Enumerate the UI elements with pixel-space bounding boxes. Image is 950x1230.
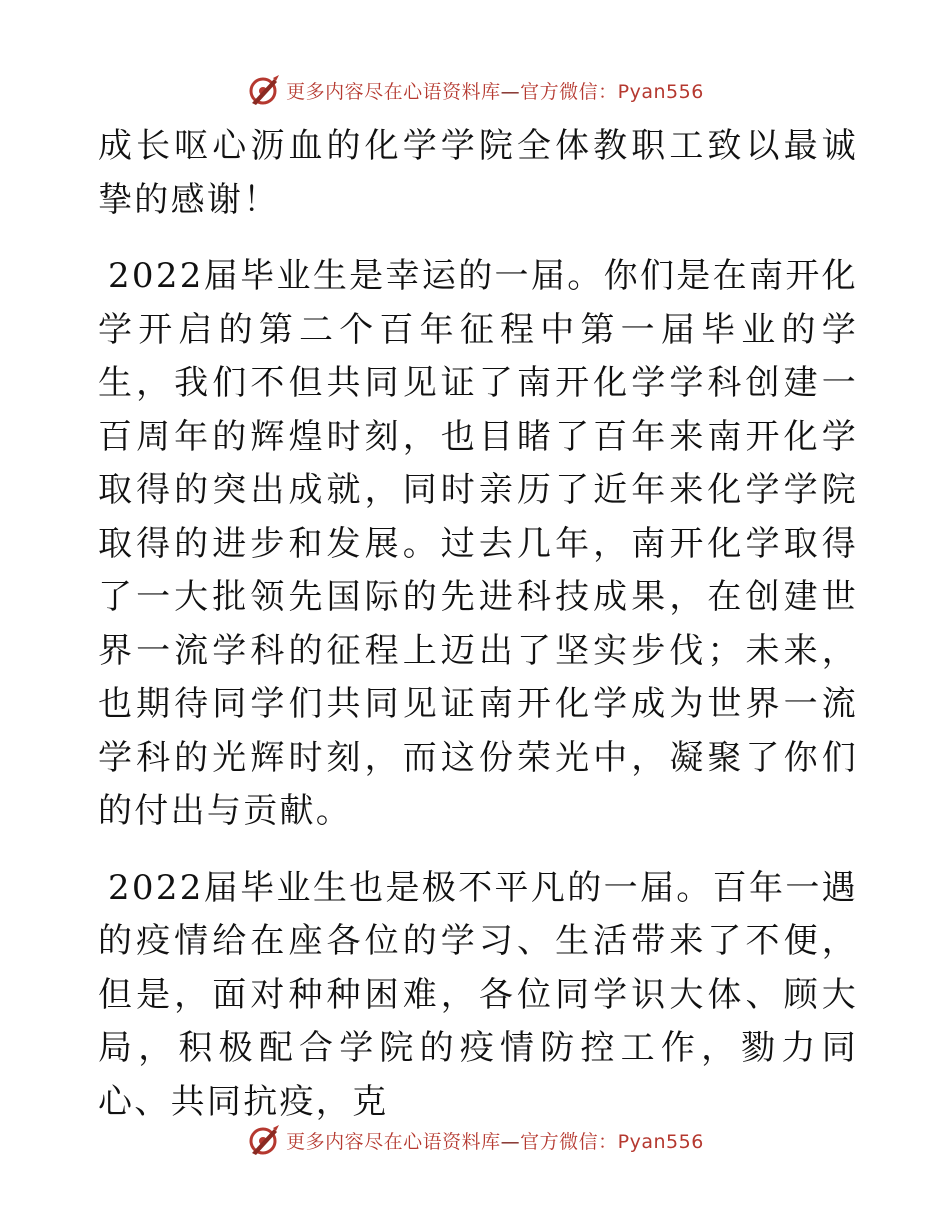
watermark-dash: — [500,80,521,103]
document-body [98,120,858,1129]
paragraph-3: 2022届毕业生也是极不平凡的一届。百年一遇的疫情给在座各位的学习、生活带来了不便，但是，面对种种困难，各位同学识大体、顾大局，积极配合学院的疫情防控工作，勠力同心、共同抗疫，克 [98,867,858,1122]
paragraph-2: 2022届毕业生是幸运的一届。你们是在南开化学开启的第二个百年征程中第一届毕业的学生，我们不但共同见证了南开化学学科创建一百周年的辉煌时刻，也目睹了百年来南开化学取得的突出成就，同时亲历了近年来化学学院取得的进步和发展。过去几年，南开化学取得了一大批领先国际的先进科技成果，在创建世界一流学科的征程上迈出了坚实步伐；未来，也期待同学们共同见证南开化学成为世界一流学科的光辉时刻，而这份荣光中，凝聚了你们的付出与贡献。 [98,256,858,831]
quill-logo-icon [246,73,280,107]
watermark-text [286,1127,704,1154]
watermark-suffix: 官方微信：Pyan556 [520,1130,704,1153]
quill-logo-icon [246,1123,280,1157]
watermark-text [286,77,704,104]
paragraph-1: 成长呕心沥血的化学学院全体教职工致以最诚挚的感谢！ [98,126,858,220]
watermark-dash: — [500,1130,521,1153]
watermark-suffix: 官方微信：Pyan556 [520,80,704,103]
watermark-header [0,70,950,110]
watermark-footer [0,1120,950,1160]
watermark-main: 更多内容尽在心语资料库 [286,1130,501,1153]
watermark-main: 更多内容尽在心语资料库 [286,80,501,103]
